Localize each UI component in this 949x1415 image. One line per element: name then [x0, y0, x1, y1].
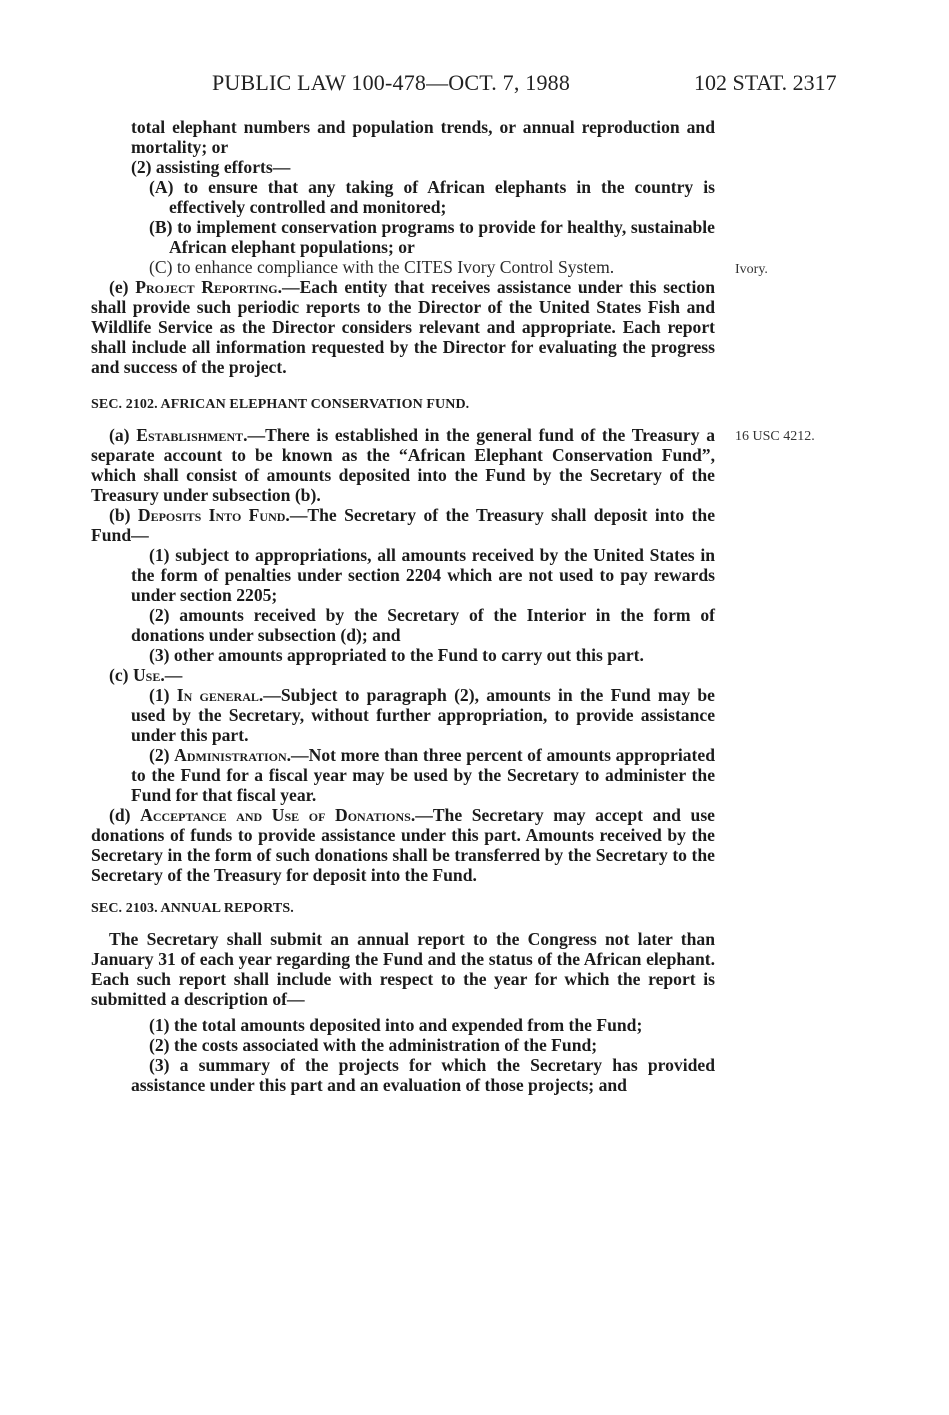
subsection-b-label: (b): [109, 505, 131, 525]
subsection-b: [91, 505, 715, 545]
margin-note-usc-citation: 16 USC 4212.: [735, 429, 815, 444]
paragraph-c1-heading: In general: [176, 685, 259, 705]
subsection-a-text: .—There is established in the general fund of the Treasury a separate account to be known as the “African Elephant Conservation Fund”, which shall consist of amounts deposited into the Fund by the Secretary of the Treasury under subsection (b).: [91, 425, 715, 505]
subsection-e-label: (e): [109, 277, 129, 297]
subsection-c-label: (c): [109, 665, 129, 685]
subsection-a-heading: Establishment: [136, 425, 244, 445]
continued-line: total elephant numbers and population trends, or annual reproduction and mortality; or: [131, 117, 715, 157]
report-item-1: (1) the total amounts deposited into and expended from the Fund;: [149, 1015, 643, 1035]
report-item-3: (3) a summary of the projects for which the Secretary has provided assistance under this part and an evaluation of those projects; and: [131, 1055, 715, 1095]
paragraph-c2-label: (2): [149, 745, 170, 765]
subsection-d: [91, 805, 715, 885]
paragraph-c2-text: .—Not more than three percent of amounts appropriated to the Fund for a fiscal year may be used by the Secretary to administer the Fund for that fiscal year.: [131, 745, 715, 805]
document-body: [91, 117, 715, 1095]
statute-page-number: 102 STAT. 2317: [694, 70, 837, 95]
paragraph-c1-text: .—Subject to paragraph (2), amounts in the Fund may be used by the Secretary, without further appropriation, to provide assistance under this part.: [131, 685, 715, 745]
subsection-c: [91, 665, 715, 685]
subsection-e: [91, 277, 715, 377]
subsection-c-text: .—: [160, 665, 183, 685]
subsection-a-label: (a): [109, 425, 130, 445]
paragraph-2: (2) assisting efforts—: [131, 157, 291, 177]
paragraph-b2: (2) amounts received by the Secretary of the Interior in the form of donations under subsection (d); and: [131, 605, 715, 645]
subparagraph-2c: (C) to enhance compliance with the CITES Ivory Control System.: [149, 257, 615, 277]
subsection-e-text: .—Each entity that receives assistance under this section shall provide such periodic reports to the Director of the United States Fish and Wildlife Service as the Director considers relevant and appropriate. Each report shall include all information requested by the Director for evaluating the progress and success of the project.: [91, 277, 715, 377]
section-2103-heading: SEC. 2103. ANNUAL REPORTS.: [91, 901, 294, 916]
margin-note-ivory: Ivory.: [735, 262, 768, 277]
paragraph-c2: [91, 745, 715, 805]
paragraph-c1: [91, 685, 715, 745]
subsection-b-heading: Deposits Into Fund: [137, 505, 286, 525]
running-head-title: PUBLIC LAW 100-478—OCT. 7, 1988: [212, 70, 571, 95]
subsection-c-heading: Use: [132, 665, 161, 685]
subparagraph-2a: (A) to ensure that any taking of African elephants in the country is effectively controlled and monitored;: [149, 177, 715, 217]
paragraph-b3: (3) other amounts appropriated to the Fund to carry out this part.: [149, 645, 644, 665]
subsection-d-heading: Acceptance and Use of Donations: [140, 805, 411, 825]
subsection-a: [91, 425, 715, 505]
subsection-d-label: (d): [109, 805, 131, 825]
annual-report-intro: The Secretary shall submit an annual report to the Congress not later than January 31 of each year regarding the Fund and the status of the African elephant. Each such report shall include with respect to the year for which the report is submitted a description of—: [91, 929, 715, 1009]
paragraph-c1-label: (1): [149, 685, 170, 705]
paragraph-c2-heading: Administration: [174, 745, 287, 765]
subsection-d-text: .—The Secretary may accept and use donations of funds to provide assistance under this part. Amounts received by the Secretary in the form of such donations shall be transferred by the Secretary to the Secretary of the Treasury for deposit into the Fund.: [91, 805, 715, 885]
subsection-b-text: .—The Secretary of the Treasury shall deposit into the Fund—: [91, 505, 715, 545]
paragraph-b1: (1) subject to appropriations, all amounts received by the United States in the form of penalties under section 2204 which are not used to pay rewards under section 2205;: [131, 545, 715, 605]
report-item-2: (2) the costs associated with the administration of the Fund;: [149, 1035, 598, 1055]
subparagraph-2b: (B) to implement conservation programs to provide for healthy, sustainable African elephant populations; or: [149, 217, 715, 257]
section-2102-heading: SEC. 2102. AFRICAN ELEPHANT CONSERVATION FUND.: [91, 397, 470, 412]
subsection-e-heading: Project Reporting: [135, 277, 278, 297]
